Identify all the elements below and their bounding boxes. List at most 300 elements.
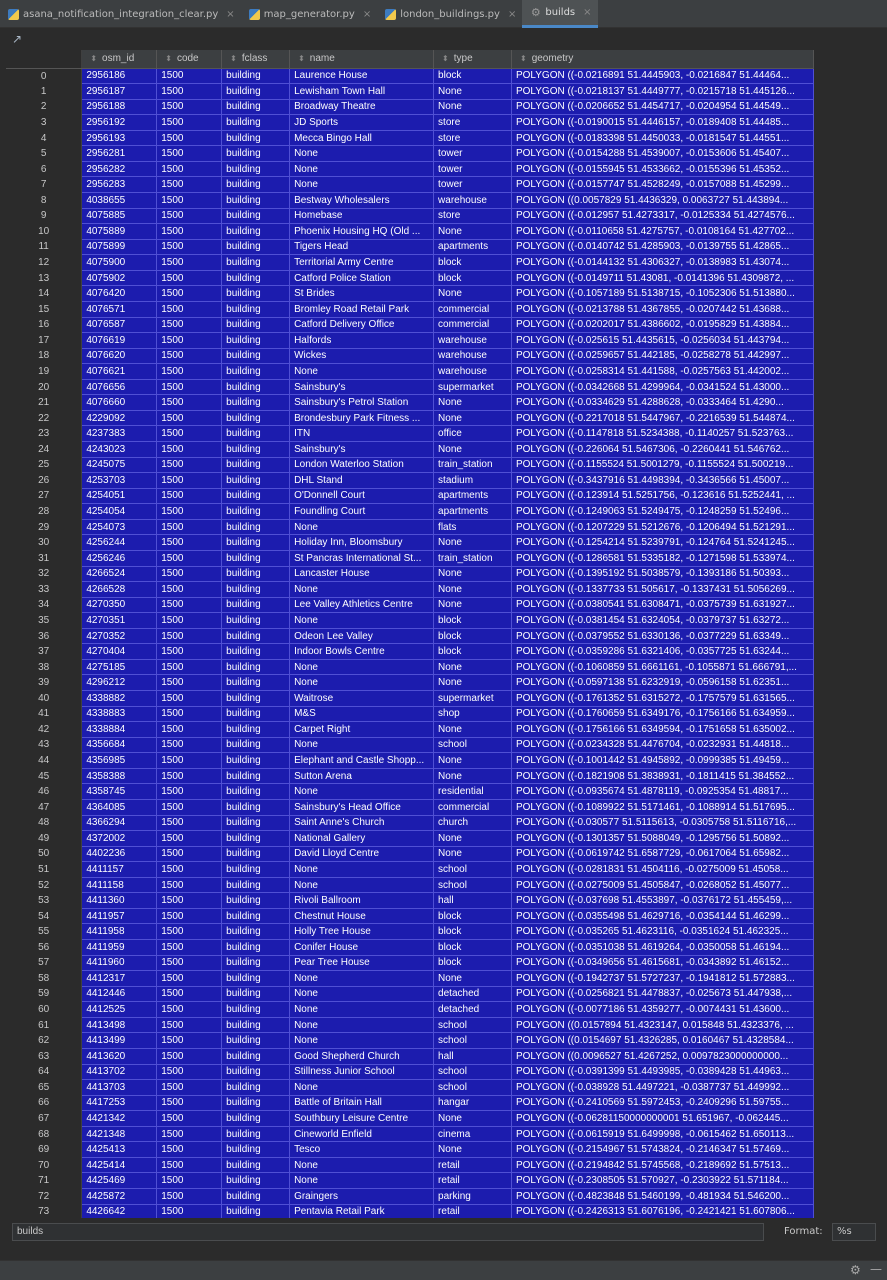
cell-fclass[interactable]: building <box>222 597 290 613</box>
cell-type[interactable]: school <box>434 1017 512 1033</box>
cell-code[interactable]: 1500 <box>157 753 222 769</box>
cell-name[interactable]: None <box>290 784 434 800</box>
cell-code[interactable]: 1500 <box>157 442 222 458</box>
table-row[interactable] <box>6 799 814 815</box>
cell-fclass[interactable]: building <box>222 1157 290 1173</box>
cell-osm-id[interactable]: 4411157 <box>82 862 157 878</box>
table-row[interactable] <box>6 955 814 971</box>
cell-type[interactable]: None <box>434 286 512 302</box>
table-row[interactable] <box>6 613 814 629</box>
cell-code[interactable]: 1500 <box>157 1111 222 1127</box>
cell-type[interactable]: store <box>434 115 512 131</box>
cell-geometry[interactable]: POLYGON ((-0.226064 51.5467306, -0.2260441 51.546762... <box>511 442 813 458</box>
cell-osm-id[interactable]: 4413702 <box>82 1064 157 1080</box>
cell-code[interactable]: 1500 <box>157 659 222 675</box>
cell-fclass[interactable]: building <box>222 239 290 255</box>
table-row[interactable] <box>6 270 814 286</box>
cell-name[interactable]: Tesco <box>290 1142 434 1158</box>
cell-type[interactable]: school <box>434 737 512 753</box>
cell-code[interactable]: 1500 <box>157 924 222 940</box>
cell-name[interactable]: None <box>290 877 434 893</box>
cell-fclass[interactable]: building <box>222 395 290 411</box>
cell-geometry[interactable]: POLYGON ((-0.0351038 51.4619264, -0.0350058 51.46194... <box>511 940 813 956</box>
cell-name[interactable]: Territorial Army Centre <box>290 255 434 271</box>
cell-geometry[interactable]: POLYGON ((-0.012957 51.4273317, -0.0125334 51.4274576... <box>511 208 813 224</box>
cell-code[interactable]: 1500 <box>157 1064 222 1080</box>
table-row[interactable] <box>6 1017 814 1033</box>
cell-type[interactable]: train_station <box>434 457 512 473</box>
minimize-icon[interactable]: — <box>870 1262 882 1276</box>
cell-type[interactable]: detached <box>434 1002 512 1018</box>
cell-name[interactable]: Phoenix Housing HQ (Old ... <box>290 224 434 240</box>
cell-code[interactable]: 1500 <box>157 691 222 707</box>
cell-type[interactable]: block <box>434 255 512 271</box>
cell-type[interactable]: None <box>434 410 512 426</box>
cell-fclass[interactable]: building <box>222 706 290 722</box>
cell-fclass[interactable]: building <box>222 410 290 426</box>
cell-fclass[interactable]: building <box>222 348 290 364</box>
gear-icon[interactable]: ⚙ <box>850 1263 861 1277</box>
cell-code[interactable]: 1500 <box>157 971 222 987</box>
cell-fclass[interactable]: building <box>222 224 290 240</box>
table-row[interactable] <box>6 426 814 442</box>
cell-osm-id[interactable]: 2956282 <box>82 161 157 177</box>
table-row[interactable] <box>6 488 814 504</box>
cell-geometry[interactable]: POLYGON ((-0.0349656 51.4615681, -0.0343892 51.46152... <box>511 955 813 971</box>
cell-geometry[interactable]: POLYGON ((-0.0234328 51.4476704, -0.0232931 51.44818... <box>511 737 813 753</box>
cell-name[interactable]: Stillness Junior School <box>290 1064 434 1080</box>
cell-code[interactable]: 1500 <box>157 1204 222 1218</box>
cell-type[interactable]: hall <box>434 1048 512 1064</box>
cell-fclass[interactable]: building <box>222 846 290 862</box>
cell-geometry[interactable]: POLYGON ((-0.0259657 51.442185, -0.0258278 51.442997... <box>511 348 813 364</box>
cell-fclass[interactable]: building <box>222 364 290 380</box>
cell-osm-id[interactable]: 4425872 <box>82 1189 157 1205</box>
cell-name[interactable]: DHL Stand <box>290 473 434 489</box>
cell-geometry[interactable]: POLYGON ((-0.0218137 51.4449777, -0.0215718 51.445126... <box>511 84 813 100</box>
cell-fclass[interactable]: building <box>222 1173 290 1189</box>
cell-geometry[interactable]: POLYGON ((-0.1301357 51.5088049, -0.1295756 51.50892... <box>511 831 813 847</box>
table-row[interactable] <box>6 239 814 255</box>
cell-osm-id[interactable]: 4413703 <box>82 1080 157 1096</box>
cell-code[interactable]: 1500 <box>157 784 222 800</box>
cell-type[interactable]: flats <box>434 519 512 535</box>
cell-geometry[interactable]: POLYGON ((-0.0379552 51.6330136, -0.0377229 51.63349... <box>511 628 813 644</box>
cell-geometry[interactable]: POLYGON ((-0.0258314 51.441588, -0.0257563 51.442002... <box>511 364 813 380</box>
table-row[interactable] <box>6 130 814 146</box>
cell-name[interactable]: Carpet Right <box>290 722 434 738</box>
cell-code[interactable]: 1500 <box>157 208 222 224</box>
cell-osm-id[interactable]: 4338884 <box>82 722 157 738</box>
table-row[interactable] <box>6 395 814 411</box>
cell-osm-id[interactable]: 4411959 <box>82 940 157 956</box>
cell-type[interactable]: block <box>434 68 512 84</box>
cell-name[interactable]: Bromley Road Retail Park <box>290 301 434 317</box>
tab-1[interactable] <box>241 0 378 28</box>
table-row[interactable] <box>6 286 814 302</box>
cell-fclass[interactable]: building <box>222 582 290 598</box>
table-row[interactable] <box>6 737 814 753</box>
cell-code[interactable]: 1500 <box>157 1095 222 1111</box>
cell-osm-id[interactable]: 4254051 <box>82 488 157 504</box>
cell-code[interactable]: 1500 <box>157 893 222 909</box>
cell-name[interactable]: Sainsbury's <box>290 379 434 395</box>
cell-fclass[interactable]: building <box>222 659 290 675</box>
cell-osm-id[interactable]: 4411957 <box>82 908 157 924</box>
cell-osm-id[interactable]: 4411958 <box>82 924 157 940</box>
cell-osm-id[interactable]: 4425413 <box>82 1142 157 1158</box>
table-row[interactable] <box>6 753 814 769</box>
cell-type[interactable]: None <box>434 675 512 691</box>
tab-3[interactable] <box>522 0 597 28</box>
cell-type[interactable]: hall <box>434 893 512 909</box>
cell-geometry[interactable]: POLYGON ((-0.0935674 51.4878119, -0.0925354 51.48817... <box>511 784 813 800</box>
table-row[interactable] <box>6 364 814 380</box>
cell-name[interactable]: Laurence House <box>290 68 434 84</box>
table-row[interactable] <box>6 1080 814 1096</box>
cell-geometry[interactable]: POLYGON ((-0.0154288 51.4539007, -0.0153606 51.45407... <box>511 146 813 162</box>
cell-name[interactable]: None <box>290 582 434 598</box>
cell-geometry[interactable]: POLYGON ((-0.2410569 51.5972453, -0.2409296 51.59755... <box>511 1095 813 1111</box>
cell-osm-id[interactable]: 4338883 <box>82 706 157 722</box>
cell-code[interactable]: 1500 <box>157 68 222 84</box>
cell-fclass[interactable]: building <box>222 457 290 473</box>
cell-fclass[interactable]: building <box>222 161 290 177</box>
cell-code[interactable]: 1500 <box>157 597 222 613</box>
cell-fclass[interactable]: building <box>222 971 290 987</box>
cell-type[interactable]: school <box>434 1064 512 1080</box>
table-row[interactable] <box>6 1048 814 1064</box>
cell-geometry[interactable]: POLYGON ((-0.1060859 51.6661161, -0.1055871 51.666791,... <box>511 659 813 675</box>
cell-type[interactable]: block <box>434 613 512 629</box>
cell-fclass[interactable]: building <box>222 1189 290 1205</box>
cell-geometry[interactable]: POLYGON ((-0.1821908 51.3838931, -0.1811415 51.384552... <box>511 768 813 784</box>
cell-geometry[interactable]: POLYGON ((-0.0144132 51.4306327, -0.0138983 51.43074... <box>511 255 813 271</box>
cell-osm-id[interactable]: 4270351 <box>82 613 157 629</box>
cell-name[interactable]: Halfords <box>290 333 434 349</box>
table-row[interactable] <box>6 924 814 940</box>
cell-code[interactable]: 1500 <box>157 239 222 255</box>
table-row[interactable] <box>6 84 814 100</box>
table-row[interactable] <box>6 161 814 177</box>
cell-type[interactable]: tower <box>434 146 512 162</box>
cell-geometry[interactable]: POLYGON ((-0.1761352 51.6315272, -0.1757579 51.631565... <box>511 691 813 707</box>
cell-name[interactable]: Good Shepherd Church <box>290 1048 434 1064</box>
cell-osm-id[interactable]: 4338882 <box>82 691 157 707</box>
cell-osm-id[interactable]: 4076621 <box>82 364 157 380</box>
cell-geometry[interactable]: POLYGON ((-0.0334629 51.4288628, -0.0333464 51.4290... <box>511 395 813 411</box>
cell-geometry[interactable]: POLYGON ((-0.0183398 51.4450033, -0.0181547 51.44551... <box>511 130 813 146</box>
cell-name[interactable]: Catford Police Station <box>290 270 434 286</box>
table-row[interactable] <box>6 442 814 458</box>
cell-geometry[interactable]: POLYGON ((-0.06281150000000001 51.651967, -0.062445... <box>511 1111 813 1127</box>
cell-name[interactable]: None <box>290 364 434 380</box>
cell-fclass[interactable]: building <box>222 1033 290 1049</box>
cell-fclass[interactable]: building <box>222 99 290 115</box>
table-row[interactable] <box>6 1064 814 1080</box>
cell-fclass[interactable]: building <box>222 753 290 769</box>
cell-fclass[interactable]: building <box>222 1080 290 1096</box>
cell-osm-id[interactable]: 2956193 <box>82 130 157 146</box>
cell-type[interactable]: parking <box>434 1189 512 1205</box>
cell-type[interactable]: None <box>434 535 512 551</box>
cell-code[interactable]: 1500 <box>157 488 222 504</box>
tab-0[interactable] <box>0 0 241 28</box>
cell-code[interactable]: 1500 <box>157 270 222 286</box>
cell-code[interactable]: 1500 <box>157 1126 222 1142</box>
cell-type[interactable]: retail <box>434 1157 512 1173</box>
cell-type[interactable]: school <box>434 1080 512 1096</box>
cell-osm-id[interactable]: 4076656 <box>82 379 157 395</box>
table-row[interactable] <box>6 208 814 224</box>
cell-osm-id[interactable]: 4275185 <box>82 659 157 675</box>
column-header-geometry[interactable] <box>511 50 813 68</box>
cell-name[interactable]: Bestway Wholesalers <box>290 193 434 209</box>
table-row[interactable] <box>6 1033 814 1049</box>
table-row[interactable] <box>6 675 814 691</box>
cell-name[interactable]: Mecca Bingo Hall <box>290 130 434 146</box>
cell-code[interactable]: 1500 <box>157 348 222 364</box>
table-row[interactable] <box>6 99 814 115</box>
sort-icon[interactable]: ⬍ <box>298 54 305 64</box>
cell-osm-id[interactable]: 4296212 <box>82 675 157 691</box>
cell-fclass[interactable]: building <box>222 115 290 131</box>
cell-code[interactable]: 1500 <box>157 831 222 847</box>
cell-name[interactable]: Graingers <box>290 1189 434 1205</box>
cell-code[interactable]: 1500 <box>157 1173 222 1189</box>
cell-fclass[interactable]: building <box>222 1095 290 1111</box>
cell-name[interactable]: Catford Delivery Office <box>290 317 434 333</box>
table-row[interactable] <box>6 566 814 582</box>
cell-type[interactable]: tower <box>434 161 512 177</box>
cell-fclass[interactable]: building <box>222 831 290 847</box>
cell-code[interactable]: 1500 <box>157 504 222 520</box>
cell-geometry[interactable]: POLYGON ((-0.1147818 51.5234388, -0.1140257 51.523763... <box>511 426 813 442</box>
cell-type[interactable]: commercial <box>434 317 512 333</box>
table-row[interactable] <box>6 348 814 364</box>
cell-type[interactable]: commercial <box>434 301 512 317</box>
cell-fclass[interactable]: building <box>222 1142 290 1158</box>
cell-type[interactable]: supermarket <box>434 691 512 707</box>
close-icon[interactable]: × <box>507 8 517 20</box>
cell-geometry[interactable]: POLYGON ((0.0154697 51.4326285, 0.0160467 51.4328584... <box>511 1033 813 1049</box>
cell-osm-id[interactable]: 4243023 <box>82 442 157 458</box>
cell-osm-id[interactable]: 4364085 <box>82 799 157 815</box>
cell-geometry[interactable]: POLYGON ((-0.1001442 51.4945892, -0.0999385 51.49459... <box>511 753 813 769</box>
cell-osm-id[interactable]: 4256246 <box>82 550 157 566</box>
cell-type[interactable]: residential <box>434 784 512 800</box>
cell-name[interactable]: None <box>290 971 434 987</box>
cell-geometry[interactable]: POLYGON ((-0.1395192 51.5038579, -0.1393186 51.50393... <box>511 566 813 582</box>
cell-osm-id[interactable]: 4413498 <box>82 1017 157 1033</box>
cell-fclass[interactable]: building <box>222 628 290 644</box>
cell-fclass[interactable]: building <box>222 301 290 317</box>
table-row[interactable] <box>6 504 814 520</box>
cell-code[interactable]: 1500 <box>157 519 222 535</box>
cell-geometry[interactable]: POLYGON ((-0.1089922 51.5171461, -0.1088914 51.517695... <box>511 799 813 815</box>
cell-fclass[interactable]: building <box>222 784 290 800</box>
cell-geometry[interactable]: POLYGON ((-0.0381454 51.6324054, -0.0379737 51.63272... <box>511 613 813 629</box>
cell-code[interactable]: 1500 <box>157 768 222 784</box>
cell-name[interactable]: Waitrose <box>290 691 434 707</box>
table-row[interactable] <box>6 722 814 738</box>
table-row[interactable] <box>6 908 814 924</box>
table-row[interactable] <box>6 1142 814 1158</box>
cell-type[interactable]: None <box>434 84 512 100</box>
cell-geometry[interactable]: POLYGON ((-0.0619742 51.6587729, -0.0617064 51.65982... <box>511 846 813 862</box>
table-row[interactable] <box>6 535 814 551</box>
cell-geometry[interactable]: POLYGON ((-0.0281831 51.4504116, -0.0275009 51.45058... <box>511 862 813 878</box>
table-row[interactable] <box>6 628 814 644</box>
cell-osm-id[interactable]: 4366294 <box>82 815 157 831</box>
table-row[interactable] <box>6 846 814 862</box>
format-input[interactable]: %s <box>832 1223 876 1241</box>
cell-osm-id[interactable]: 4075889 <box>82 224 157 240</box>
cell-type[interactable]: None <box>434 99 512 115</box>
dataframe-grid[interactable] <box>6 50 814 1218</box>
column-header-name[interactable] <box>290 50 434 68</box>
cell-type[interactable]: supermarket <box>434 379 512 395</box>
cell-code[interactable]: 1500 <box>157 1048 222 1064</box>
cell-name[interactable]: O'Donnell Court <box>290 488 434 504</box>
cell-name[interactable]: Broadway Theatre <box>290 99 434 115</box>
cell-name[interactable]: None <box>290 1002 434 1018</box>
cell-fclass[interactable]: building <box>222 566 290 582</box>
cell-osm-id[interactable]: 4229092 <box>82 410 157 426</box>
cell-osm-id[interactable]: 2956192 <box>82 115 157 131</box>
cell-type[interactable]: tower <box>434 177 512 193</box>
cell-fclass[interactable]: building <box>222 862 290 878</box>
cell-type[interactable]: block <box>434 940 512 956</box>
cell-type[interactable]: block <box>434 644 512 660</box>
table-row[interactable] <box>6 706 814 722</box>
cell-osm-id[interactable]: 2956187 <box>82 84 157 100</box>
cell-code[interactable]: 1500 <box>157 364 222 380</box>
cell-geometry[interactable]: POLYGON ((-0.0157747 51.4528249, -0.0157088 51.45299... <box>511 177 813 193</box>
table-row[interactable] <box>6 457 814 473</box>
cell-name[interactable]: None <box>290 1033 434 1049</box>
table-row[interactable] <box>6 333 814 349</box>
cell-osm-id[interactable]: 4254073 <box>82 519 157 535</box>
table-row[interactable] <box>6 193 814 209</box>
cell-geometry[interactable]: POLYGON ((-0.2426313 51.6076196, -0.2421421 51.607806... <box>511 1204 813 1218</box>
table-row[interactable] <box>6 815 814 831</box>
cell-type[interactable]: None <box>434 566 512 582</box>
cell-geometry[interactable]: POLYGON ((-0.035265 51.4623116, -0.0351624 51.462325... <box>511 924 813 940</box>
cell-code[interactable]: 1500 <box>157 410 222 426</box>
cell-fclass[interactable]: building <box>222 84 290 100</box>
cell-geometry[interactable]: POLYGON ((-0.0597138 51.6232919, -0.0596158 51.62351... <box>511 675 813 691</box>
cell-fclass[interactable]: building <box>222 644 290 660</box>
cell-osm-id[interactable]: 4358388 <box>82 768 157 784</box>
cell-fclass[interactable]: building <box>222 691 290 707</box>
cell-type[interactable]: school <box>434 877 512 893</box>
cell-osm-id[interactable]: 4270352 <box>82 628 157 644</box>
cell-name[interactable]: Foundling Court <box>290 504 434 520</box>
cell-code[interactable]: 1500 <box>157 301 222 317</box>
cell-name[interactable]: None <box>290 1173 434 1189</box>
cell-type[interactable]: warehouse <box>434 364 512 380</box>
cell-code[interactable]: 1500 <box>157 737 222 753</box>
cell-osm-id[interactable]: 4075899 <box>82 239 157 255</box>
cell-name[interactable]: Indoor Bowls Centre <box>290 644 434 660</box>
sort-icon[interactable]: ⬍ <box>442 54 449 64</box>
cell-name[interactable]: Conifer House <box>290 940 434 956</box>
cell-type[interactable]: warehouse <box>434 348 512 364</box>
cell-name[interactable]: Sutton Arena <box>290 768 434 784</box>
cell-code[interactable]: 1500 <box>157 130 222 146</box>
cell-name[interactable]: St Pancras International St... <box>290 550 434 566</box>
cell-type[interactable]: block <box>434 955 512 971</box>
cell-osm-id[interactable]: 4237383 <box>82 426 157 442</box>
table-row[interactable] <box>6 971 814 987</box>
cell-fclass[interactable]: building <box>222 799 290 815</box>
cell-name[interactable]: Lee Valley Athletics Centre <box>290 597 434 613</box>
cell-osm-id[interactable]: 4358745 <box>82 784 157 800</box>
cell-geometry[interactable]: POLYGON ((-0.0149711 51.43081, -0.0141396 51.4309872, ... <box>511 270 813 286</box>
cell-type[interactable]: None <box>434 224 512 240</box>
cell-type[interactable]: cinema <box>434 1126 512 1142</box>
cell-type[interactable]: stadium <box>434 473 512 489</box>
cell-osm-id[interactable]: 4412317 <box>82 971 157 987</box>
cell-type[interactable]: None <box>434 753 512 769</box>
cell-geometry[interactable]: POLYGON ((-0.1286581 51.5335182, -0.1271598 51.533974... <box>511 550 813 566</box>
cell-osm-id[interactable]: 4254054 <box>82 504 157 520</box>
table-row[interactable] <box>6 550 814 566</box>
cell-name[interactable]: None <box>290 146 434 162</box>
cell-name[interactable]: David Lloyd Centre <box>290 846 434 862</box>
cell-geometry[interactable]: POLYGON ((-0.0216891 51.4445903, -0.0216847 51.44464... <box>511 68 813 84</box>
cell-code[interactable]: 1500 <box>157 799 222 815</box>
cell-code[interactable]: 1500 <box>157 333 222 349</box>
cell-geometry[interactable]: POLYGON ((0.0096527 51.4267252, 0.0097823000000000... <box>511 1048 813 1064</box>
cell-type[interactable]: None <box>434 395 512 411</box>
cell-fclass[interactable]: building <box>222 519 290 535</box>
open-in-editor-icon[interactable]: ↗ <box>11 32 23 46</box>
cell-osm-id[interactable]: 2956186 <box>82 68 157 84</box>
cell-fclass[interactable]: building <box>222 1048 290 1064</box>
cell-osm-id[interactable]: 4372002 <box>82 831 157 847</box>
cell-type[interactable]: school <box>434 1033 512 1049</box>
cell-type[interactable]: apartments <box>434 504 512 520</box>
cell-geometry[interactable]: POLYGON ((-0.0359286 51.6321406, -0.0357725 51.63244... <box>511 644 813 660</box>
cell-name[interactable]: National Gallery <box>290 831 434 847</box>
table-row[interactable] <box>6 410 814 426</box>
cell-geometry[interactable]: POLYGON ((-0.1155524 51.5001279, -0.1155524 51.500219... <box>511 457 813 473</box>
cell-type[interactable]: None <box>434 1142 512 1158</box>
cell-osm-id[interactable]: 4076619 <box>82 333 157 349</box>
table-row[interactable] <box>6 691 814 707</box>
cell-name[interactable]: Holly Tree House <box>290 924 434 940</box>
cell-geometry[interactable]: POLYGON ((-0.0155945 51.4533662, -0.0155396 51.45352... <box>511 161 813 177</box>
cell-fclass[interactable]: building <box>222 317 290 333</box>
cell-name[interactable]: Elephant and Castle Shopp... <box>290 753 434 769</box>
cell-type[interactable]: None <box>434 659 512 675</box>
cell-osm-id[interactable]: 2956283 <box>82 177 157 193</box>
cell-fclass[interactable]: building <box>222 270 290 286</box>
cell-code[interactable]: 1500 <box>157 722 222 738</box>
cell-code[interactable]: 1500 <box>157 986 222 1002</box>
cell-code[interactable]: 1500 <box>157 317 222 333</box>
cell-name[interactable]: None <box>290 161 434 177</box>
cell-code[interactable]: 1500 <box>157 1189 222 1205</box>
table-row[interactable] <box>6 1189 814 1205</box>
cell-fclass[interactable]: building <box>222 1126 290 1142</box>
tab-2[interactable] <box>377 0 522 28</box>
table-row[interactable] <box>6 597 814 613</box>
cell-fclass[interactable]: building <box>222 924 290 940</box>
cell-osm-id[interactable]: 4038655 <box>82 193 157 209</box>
